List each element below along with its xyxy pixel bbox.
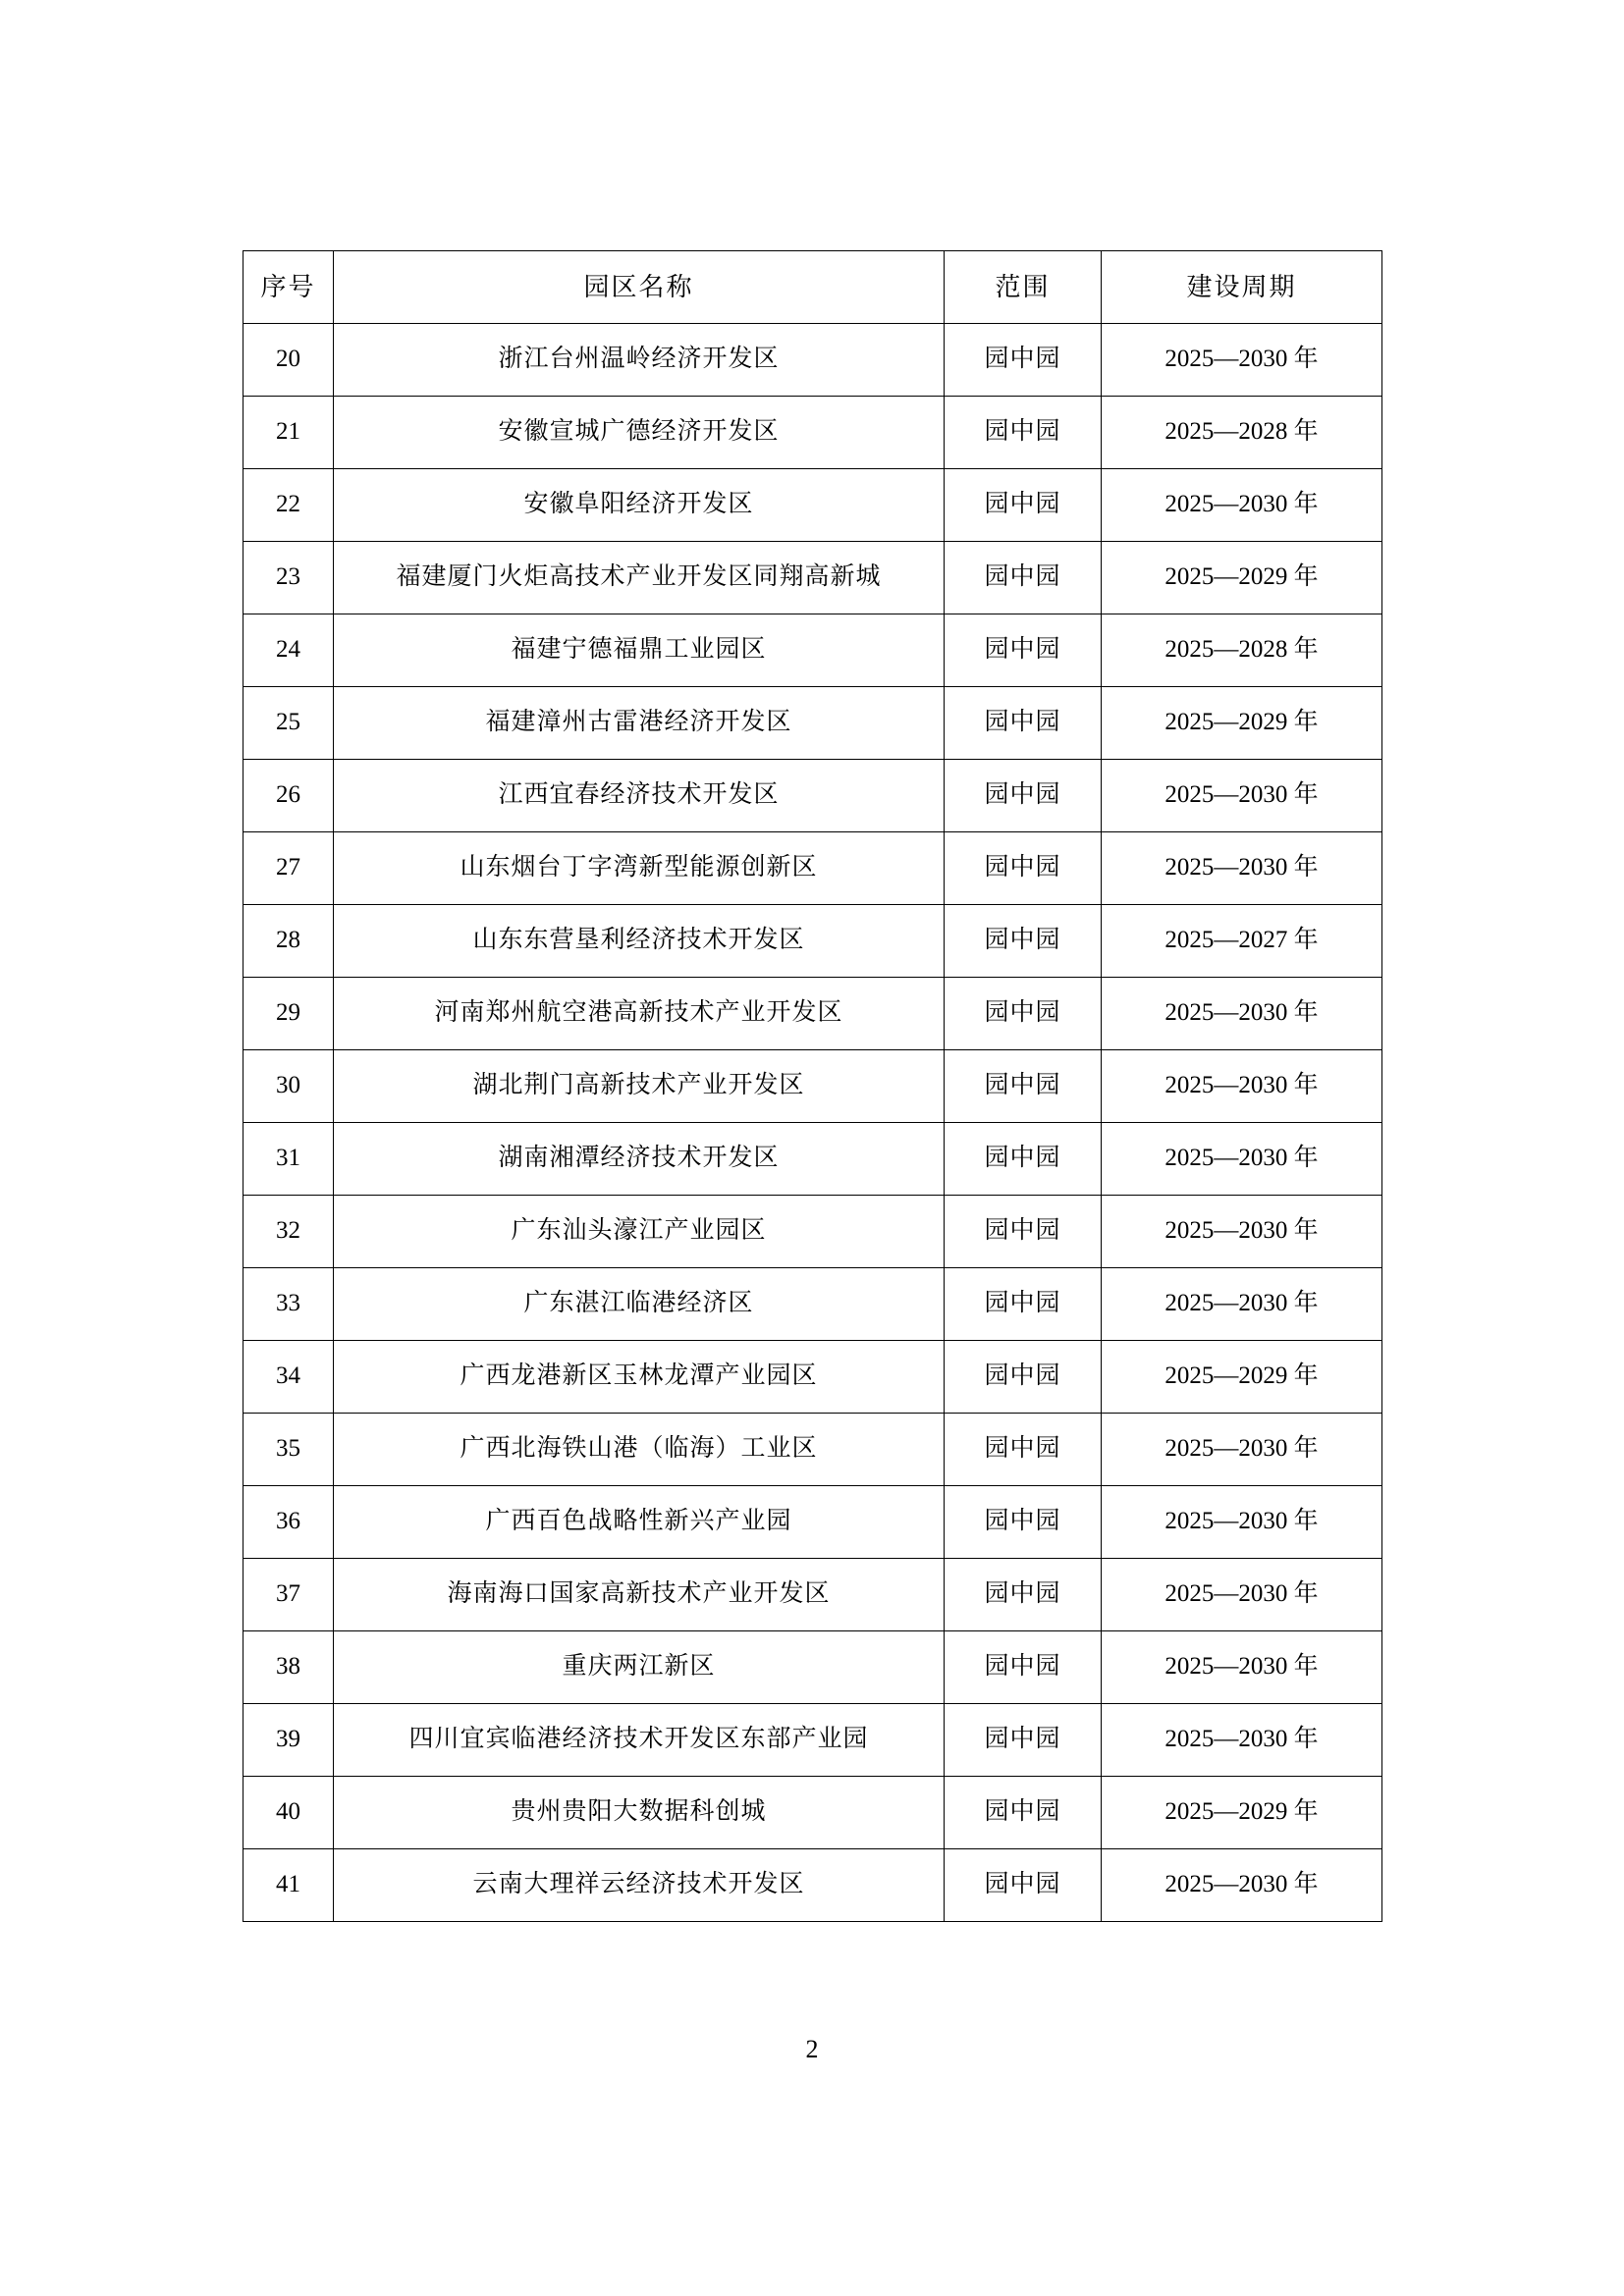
cell-park-name: 广西百色战略性新兴产业园 [334,1486,945,1559]
cell-scope: 园中园 [945,324,1102,397]
cell-period: 2025—2028 年 [1102,614,1382,687]
cell-period: 2025—2030 年 [1102,324,1382,397]
cell-number: 32 [244,1196,334,1268]
table-row [244,324,1382,397]
cell-number: 37 [244,1559,334,1631]
cell-park-name: 浙江台州温岭经济开发区 [334,324,945,397]
cell-number: 27 [244,832,334,905]
cell-park-name: 福建漳州古雷港经济开发区 [334,687,945,760]
cell-scope: 园中园 [945,469,1102,542]
cell-period: 2025—2030 年 [1102,1486,1382,1559]
cell-number: 29 [244,978,334,1050]
cell-period: 2025—2030 年 [1102,1559,1382,1631]
cell-scope: 园中园 [945,1268,1102,1341]
table-header [244,251,1382,324]
cell-number: 30 [244,1050,334,1123]
cell-park-name: 安徽阜阳经济开发区 [334,469,945,542]
cell-number: 36 [244,1486,334,1559]
cell-park-name: 云南大理祥云经济技术开发区 [334,1849,945,1922]
cell-period: 2025—2028 年 [1102,397,1382,469]
cell-period: 2025—2030 年 [1102,1849,1382,1922]
table-row [244,1123,1382,1196]
cell-number: 35 [244,1414,334,1486]
cell-scope: 园中园 [945,1849,1102,1922]
cell-scope: 园中园 [945,1777,1102,1849]
cell-number: 28 [244,905,334,978]
cell-period: 2025—2030 年 [1102,1704,1382,1777]
column-header-number: 序号 [244,251,334,324]
table-row [244,1486,1382,1559]
cell-scope: 园中园 [945,1196,1102,1268]
table-container [243,250,1381,1922]
cell-period: 2025—2030 年 [1102,1050,1382,1123]
column-header-scope: 范围 [945,251,1102,324]
cell-number: 39 [244,1704,334,1777]
cell-park-name: 河南郑州航空港高新技术产业开发区 [334,978,945,1050]
cell-scope: 园中园 [945,832,1102,905]
table-row [244,397,1382,469]
cell-park-name: 贵州贵阳大数据科创城 [334,1777,945,1849]
cell-period: 2025—2030 年 [1102,978,1382,1050]
cell-period: 2025—2029 年 [1102,1777,1382,1849]
table-row [244,1849,1382,1922]
cell-number: 20 [244,324,334,397]
cell-period: 2025—2029 年 [1102,687,1382,760]
cell-park-name: 江西宜春经济技术开发区 [334,760,945,832]
table-row [244,469,1382,542]
cell-period: 2025—2030 年 [1102,760,1382,832]
cell-period: 2025—2029 年 [1102,542,1382,614]
cell-period: 2025—2030 年 [1102,1268,1382,1341]
cell-number: 25 [244,687,334,760]
cell-park-name: 山东烟台丁字湾新型能源创新区 [334,832,945,905]
cell-period: 2025—2030 年 [1102,832,1382,905]
table-row [244,614,1382,687]
table-row [244,978,1382,1050]
table-body [244,324,1382,1922]
page-number: 2 [805,2035,819,2063]
table-row [244,905,1382,978]
cell-park-name: 广西龙港新区玉林龙潭产业园区 [334,1341,945,1414]
cell-scope: 园中园 [945,397,1102,469]
cell-number: 33 [244,1268,334,1341]
cell-number: 23 [244,542,334,614]
cell-park-name: 广西北海铁山港（临海）工业区 [334,1414,945,1486]
table-header-row [244,251,1382,324]
cell-park-name: 湖南湘潭经济技术开发区 [334,1123,945,1196]
cell-number: 22 [244,469,334,542]
table-row [244,1631,1382,1704]
cell-scope: 园中园 [945,1123,1102,1196]
table-row [244,1559,1382,1631]
cell-scope: 园中园 [945,687,1102,760]
table-row [244,1341,1382,1414]
cell-number: 21 [244,397,334,469]
table-row [244,1196,1382,1268]
column-header-park-name: 园区名称 [334,251,945,324]
cell-park-name: 山东东营垦利经济技术开发区 [334,905,945,978]
cell-scope: 园中园 [945,1486,1102,1559]
column-header-period: 建设周期 [1102,251,1382,324]
cell-number: 41 [244,1849,334,1922]
cell-park-name: 安徽宣城广德经济开发区 [334,397,945,469]
cell-scope: 园中园 [945,905,1102,978]
cell-scope: 园中园 [945,1414,1102,1486]
cell-number: 24 [244,614,334,687]
cell-scope: 园中园 [945,614,1102,687]
cell-scope: 园中园 [945,760,1102,832]
cell-period: 2025—2030 年 [1102,1196,1382,1268]
cell-scope: 园中园 [945,1631,1102,1704]
cell-period: 2025—2030 年 [1102,1123,1382,1196]
table-row [244,1050,1382,1123]
table-row [244,1777,1382,1849]
cell-period: 2025—2030 年 [1102,1414,1382,1486]
table-row [244,1704,1382,1777]
cell-scope: 园中园 [945,542,1102,614]
table-row [244,542,1382,614]
cell-park-name: 广东汕头濠江产业园区 [334,1196,945,1268]
cell-scope: 园中园 [945,1341,1102,1414]
cell-scope: 园中园 [945,1559,1102,1631]
cell-scope: 园中园 [945,978,1102,1050]
cell-number: 26 [244,760,334,832]
table-row [244,760,1382,832]
cell-park-name: 福建厦门火炬高技术产业开发区同翔高新城 [334,542,945,614]
cell-park-name: 海南海口国家高新技术产业开发区 [334,1559,945,1631]
cell-period: 2025—2030 年 [1102,1631,1382,1704]
cell-park-name: 湖北荆门高新技术产业开发区 [334,1050,945,1123]
industrial-parks-table [243,250,1382,1922]
cell-number: 40 [244,1777,334,1849]
cell-period: 2025—2027 年 [1102,905,1382,978]
cell-park-name: 四川宜宾临港经济技术开发区东部产业园 [334,1704,945,1777]
cell-park-name: 福建宁德福鼎工业园区 [334,614,945,687]
table-row [244,832,1382,905]
table-row [244,1268,1382,1341]
cell-scope: 园中园 [945,1704,1102,1777]
table-row [244,687,1382,760]
cell-number: 31 [244,1123,334,1196]
cell-park-name: 重庆两江新区 [334,1631,945,1704]
cell-period: 2025—2029 年 [1102,1341,1382,1414]
cell-period: 2025—2030 年 [1102,469,1382,542]
table-row [244,1414,1382,1486]
cell-number: 34 [244,1341,334,1414]
cell-park-name: 广东湛江临港经济区 [334,1268,945,1341]
cell-number: 38 [244,1631,334,1704]
cell-scope: 园中园 [945,1050,1102,1123]
